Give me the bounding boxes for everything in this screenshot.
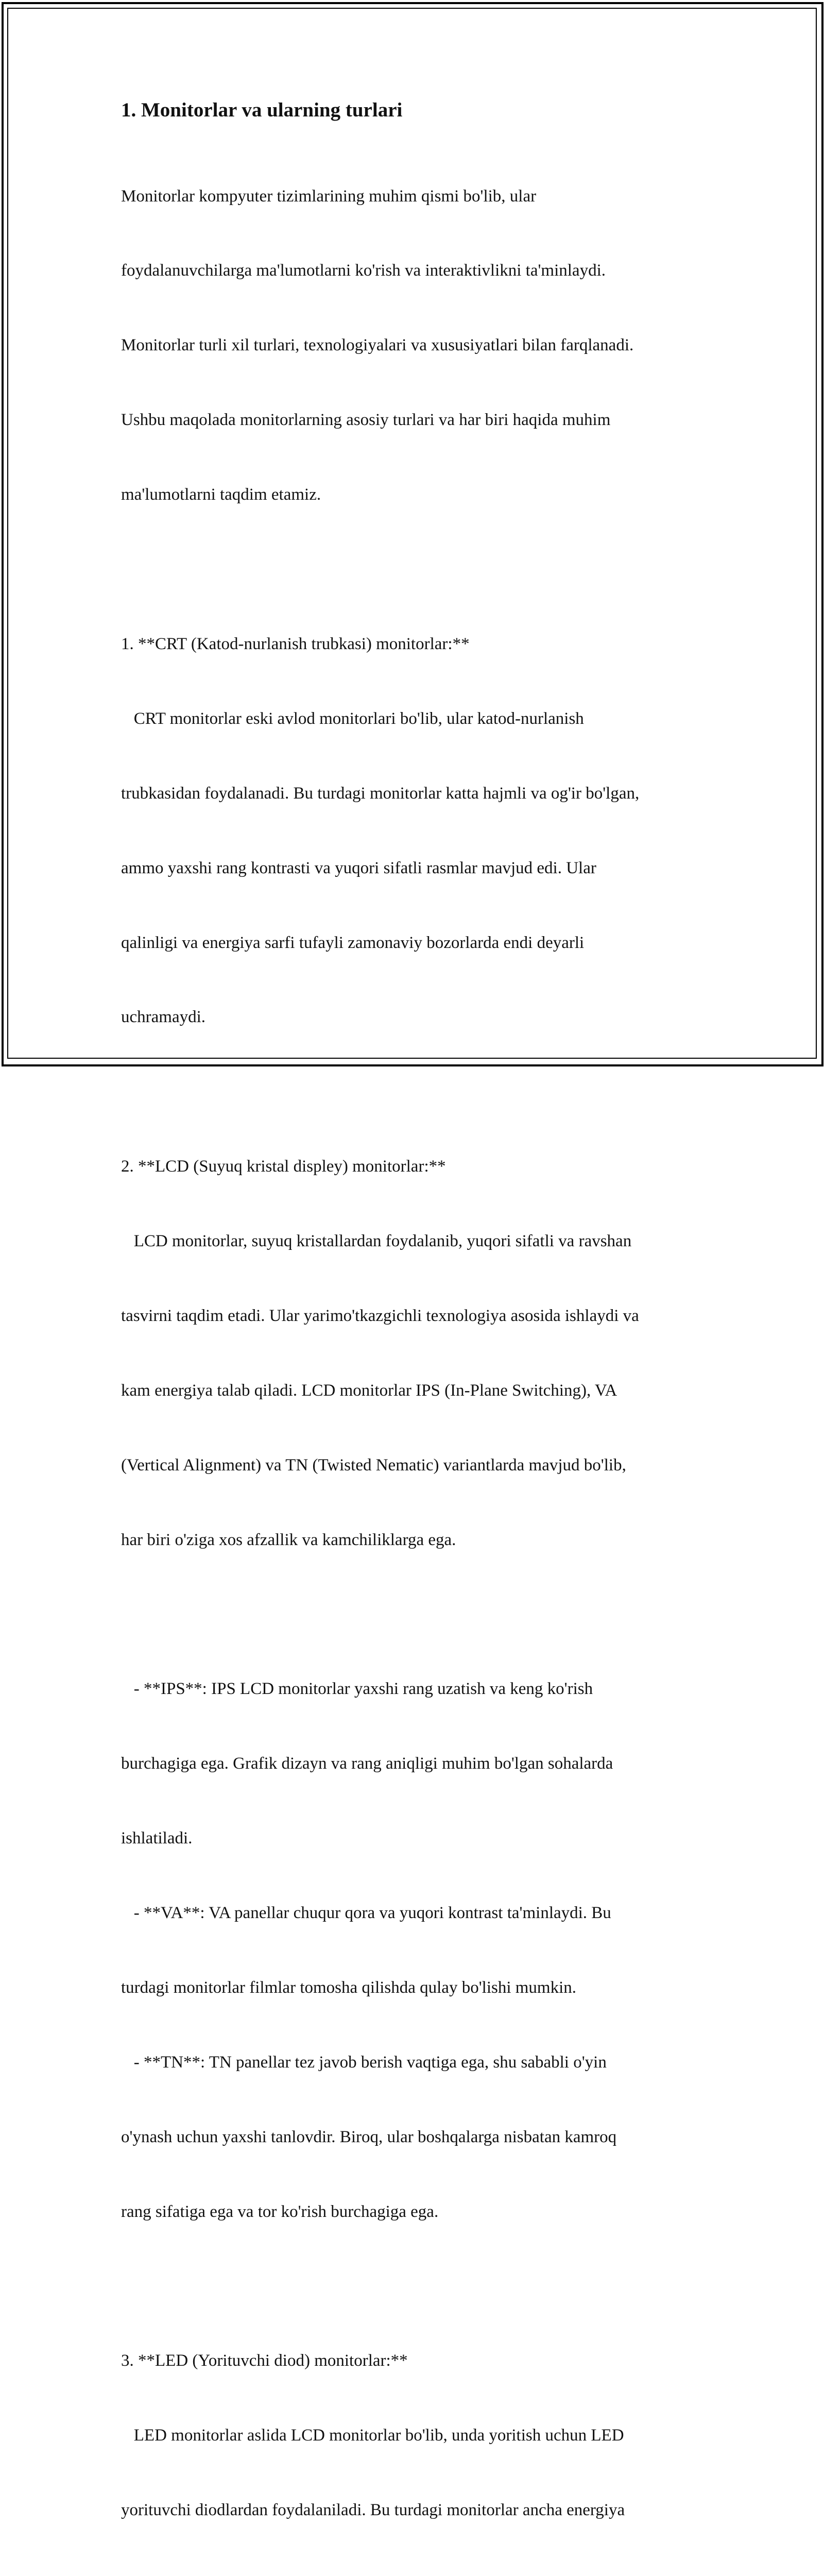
- text-line: turdagi monitorlar filmlar tomosha qilishda qulay bo'lishi mumkin.: [121, 1978, 577, 1997]
- text-line: burchagiga ega. Grafik dizayn va rang aniqligi muhim bo'lgan sohalarda: [121, 1754, 613, 1773]
- text-line: qalinligi va energiya sarfi tufayli zamonaviy bozorlarda endi deyarli: [121, 933, 585, 952]
- list-item-ips: - **IPS**: IPS LCD monitorlar yaxshi rang uzatish va keng ko'rish: [121, 1680, 593, 1699]
- text-line: ammo yaxshi rang kontrasti va yuqori sifatli rasmlar mavjud edi. Ular: [121, 858, 596, 877]
- blank-line: [121, 1079, 708, 1104]
- text-line: LCD monitorlar, suyuq kristallardan foydalanib, yuqori sifatli va ravshan: [121, 1232, 632, 1251]
- text-line: LED monitorlar aslida LCD monitorlar bo'lib, unda yoritish uchun LED: [121, 2426, 624, 2445]
- text-line: Ushbu maqolada monitorlarning asosiy turlari va har biri haqida muhim: [121, 411, 611, 430]
- section-heading-crt: 1. **CRT (Katod-nurlanish trubkasi) monitorlar:**: [121, 634, 470, 653]
- text-line: ma'lumotlarni taqdim etamiz.: [121, 485, 321, 504]
- text-line: (Vertical Alignment) va TN (Twisted Nematic) variantlarda mavjud bo'lib,: [121, 1455, 626, 1475]
- list-item-tn: - **TN**: TN panellar tez javob berish vaqtiga ega, shu sababli o'yin: [121, 2053, 607, 2072]
- section-heading-lcd: 2. **LCD (Suyuq kristal displey) monitorlar:**: [121, 1157, 446, 1176]
- list-item-va: - **VA**: VA panellar chuqur qora va yuqori kontrast ta'minlaydi. Bu: [121, 1904, 611, 1923]
- text-line: foydalanuvchilarga ma'lumotlarni ko'rish va interaktivlikni ta'minlaydi.: [121, 261, 606, 280]
- document-title: 1. Monitorlar va ularning turlari: [121, 99, 403, 121]
- text-line: uchramaydi.: [121, 1008, 206, 1027]
- text-line: rang sifatiga ega va tor ko'rish burchagiga ega.: [121, 2202, 439, 2221]
- text-line: tasvirni taqdim etadi. Ular yarimo'tkazgichli texnologiya asosida ishlaydi va: [121, 1306, 639, 1325]
- blank-line: [121, 557, 708, 582]
- text-line: o'ynash uchun yaxshi tanlovdir. Biroq, ular boshqalarga nisbatan kamroq: [121, 2127, 617, 2146]
- blank-line: [121, 1602, 708, 1627]
- text-line: kam energiya talab qiladi. LCD monitorlar IPS (In-Plane Switching), VA: [121, 1381, 617, 1400]
- text-line: CRT monitorlar eski avlod monitorlari bo'lib, ular katod-nurlanish: [121, 709, 584, 728]
- text-line: [121, 2572, 708, 2576]
- document-body: [121, 134, 708, 2576]
- document-content: [121, 95, 708, 2576]
- blank-line: [121, 2274, 708, 2299]
- text-line: yorituvchi diodlardan foydalaniladi. Bu turdagi monitorlar ancha energiya: [121, 2501, 625, 2520]
- text-line: Monitorlar kompyuter tizimlarining muhim qismi bo'lib, ular: [121, 187, 537, 206]
- text-line: Monitorlar turli xil turlari, texnologiyalari va xususiyatlari bilan farqlanadi.: [121, 336, 634, 355]
- text-line: har biri o'ziga xos afzallik va kamchiliklarga ega.: [121, 1530, 456, 1549]
- text-line: trubkasidan foydalanadi. Bu turdagi monitorlar katta hajmli va og'ir bo'lgan,: [121, 784, 640, 803]
- text-line: ishlatiladi.: [121, 1829, 193, 1848]
- section-heading-led: 3. **LED (Yorituvchi diod) monitorlar:**: [121, 2351, 408, 2370]
